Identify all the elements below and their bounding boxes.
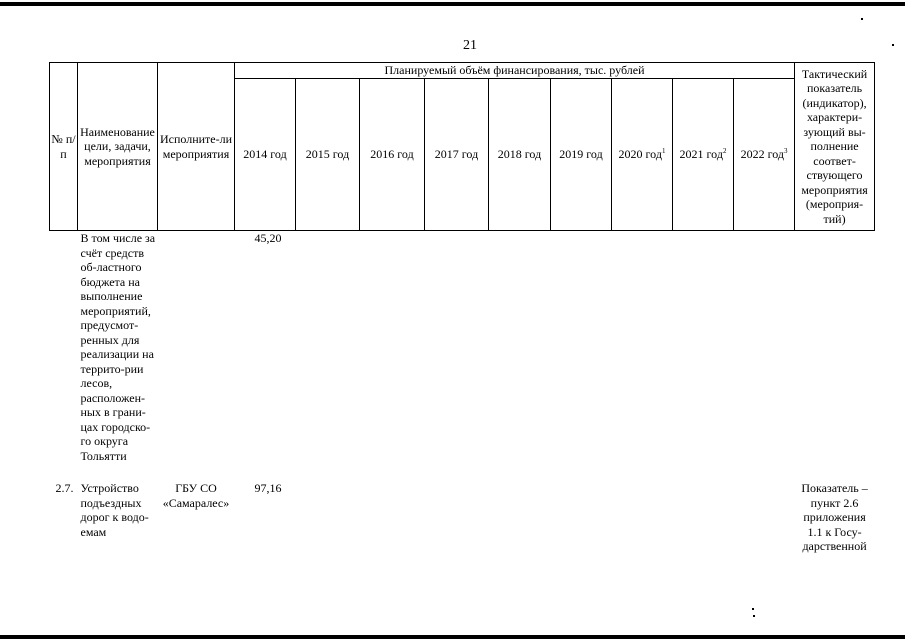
scan-speck [753, 615, 755, 617]
header-year: 2018 год [489, 79, 551, 231]
row-indicator: Показатель – пункт 2.6 приложения 1.1 к Госу-дарственной [801, 481, 868, 553]
top-border-line [0, 2, 905, 6]
bottom-border-line [0, 635, 905, 639]
header-year: 2015 год [296, 79, 360, 231]
row-value-2022 [734, 481, 795, 566]
footnote-marker: 1 [661, 147, 666, 156]
row-executor: ГБУ СО «Самаралес» [162, 481, 230, 510]
header-planned-financing: Планируемый объём финансирования, тыс. рублей [235, 63, 795, 79]
row-value-2017 [425, 231, 489, 482]
row-value-2014: 97,16 [254, 481, 282, 495]
row-value-2014: 45,20 [254, 231, 282, 245]
table-row [50, 231, 875, 482]
financing-table [49, 62, 875, 566]
scan-speck [892, 44, 894, 46]
row-value-2017 [425, 481, 489, 566]
row-value-2016 [360, 481, 425, 566]
row-value-2022 [734, 231, 795, 482]
page-number: 21 [463, 38, 477, 53]
header-year: 2020 год$^1$ [612, 79, 673, 231]
scan-speck [752, 608, 754, 610]
row-value-2015 [296, 481, 360, 566]
row-value-2020 [612, 481, 673, 566]
row-value-2019 [551, 481, 612, 566]
row-executor [158, 231, 235, 482]
row-indicator [795, 231, 875, 482]
header-num: № п/п [50, 63, 78, 231]
row-num: 2.7. [55, 481, 74, 495]
header-name: Наименование цели, задачи, мероприятия [78, 63, 158, 231]
scan-speck [861, 18, 863, 20]
row-value-2018 [489, 231, 551, 482]
row-value-2020 [612, 231, 673, 482]
row-name: Устройство подъездных дорог к водо-емам [80, 481, 149, 539]
header-year: 2016 год [360, 79, 425, 231]
footnote-marker: 3 [783, 147, 788, 156]
header-year: 2017 год [425, 79, 489, 231]
row-value-2015 [296, 231, 360, 482]
table-row [50, 481, 875, 566]
row-num [50, 231, 78, 482]
row-value-2021 [673, 481, 734, 566]
row-value-2018 [489, 481, 551, 566]
row-value-2021 [673, 231, 734, 482]
header-year: 2021 год$^2$ [673, 79, 734, 231]
row-value-2016 [360, 231, 425, 482]
header-year: 2022 год$^3$ [734, 79, 795, 231]
row-name: В том числе за счёт средств об-ластного бюджета на выполнение мероприятий, предусмот-ренных для реализации на террито-рии лесов, расположен-ных в грани-цах городско-го округа Тольятти [80, 231, 156, 463]
header-year: 2014 год [235, 79, 296, 231]
footnote-marker: 2 [722, 147, 727, 156]
header-year: 2019 год [551, 79, 612, 231]
row-value-2019 [551, 231, 612, 482]
header-executor: Исполните-ли мероприятия [158, 63, 235, 231]
header-indicator: Тактический показатель (индикатор), характери-зующий вы-полнение соответ-ствующего мероприятия (мероприя-тий) [795, 63, 875, 231]
